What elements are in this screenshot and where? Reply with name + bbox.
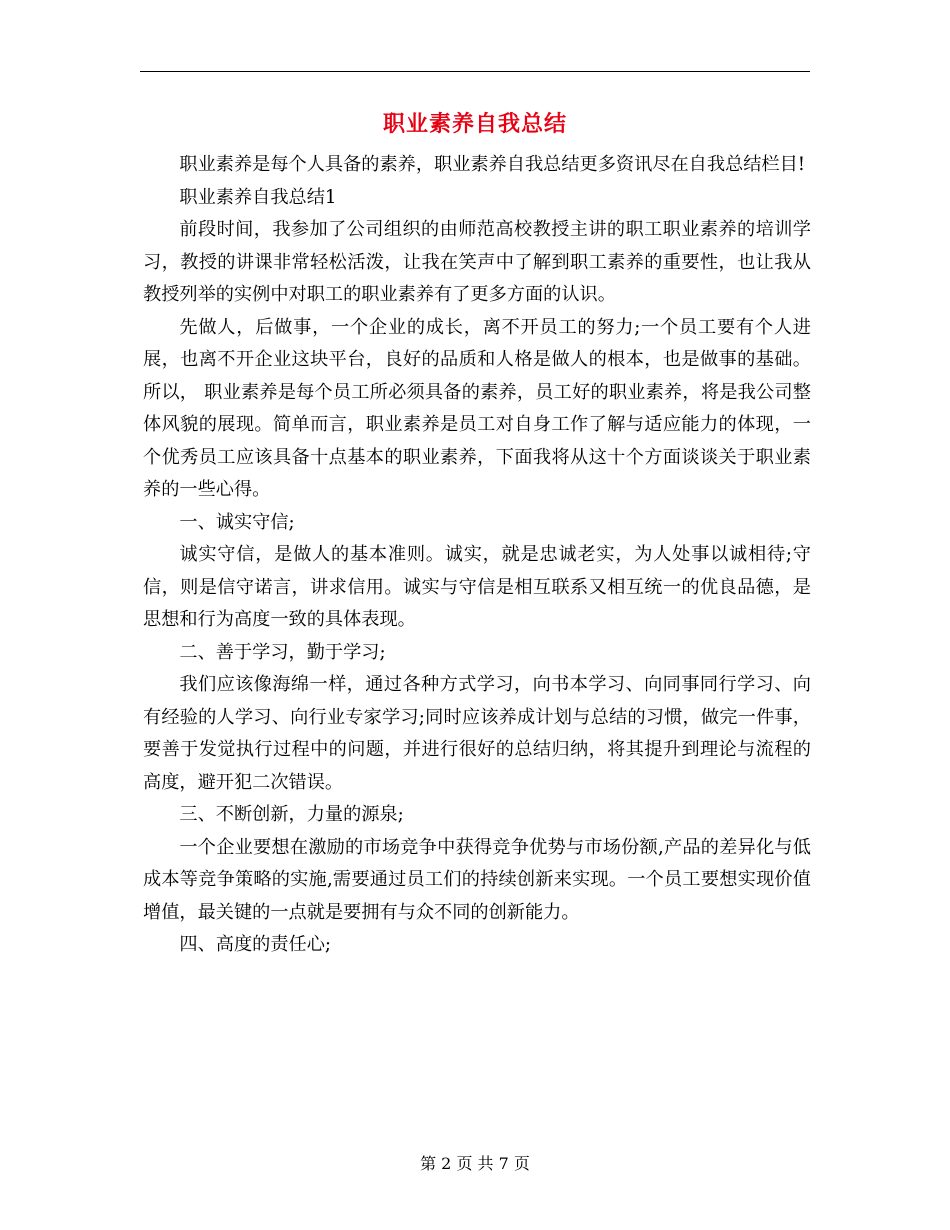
list-heading: 三、不断创新，力量的源泉; bbox=[179, 804, 404, 825]
header-rule bbox=[140, 71, 810, 72]
paragraph: 一个企业要想在激励的市场竞争中获得竞争优势与市场份额,产品的差异化与低成本等竞争策略的实施,需要通过员工们的持续创新来实现。一个员工要想实现价值增值，最关键的一点就是要拥有与众不同的创新能力。 bbox=[143, 836, 811, 923]
list-heading: 四、高度的责任心; bbox=[179, 934, 332, 955]
paragraph-intro: 职业素养是每个人具备的素养，职业素养自我总结更多资讯尽在自我总结栏目! bbox=[179, 154, 806, 175]
paragraph: 我们应该像海绵一样，通过各种方式学习，向书本学习、向同事同行学习、向有经验的人学习、向行业专家学习;同时应该养成计划与总结的习惯，做完一件事，要善于发觉执行过程中的问题，并进行很好的总结归纳，将其提升到理论与流程的高度，避开犯二次错误。 bbox=[143, 674, 811, 793]
paragraph: 先做人，后做事，一个企业的成长，离不开员工的努力;一个员工要有个人进展，也离不开企业这块平台，良好的品质和人格是做人的根本，也是做事的基础。所以， 职业素养是每个员工所必须具备的素养，员工好的职业素养，将是我公司整体风貌的展现。简单而言，职业素养是员工对自身工作了解与适应能力的体现，一个优秀员工应该具备十点基本的职业素养，下面我将从这十个方面谈谈关于职业素养的一些心得。 bbox=[143, 316, 811, 500]
list-heading: 二、善于学习，勤于学习; bbox=[179, 641, 386, 663]
list-heading: 一、诚实守信; bbox=[179, 511, 295, 533]
paragraph: 前段时间，我参加了公司组织的由师范高校教授主讲的职工职业素养的培训学习，教授的讲课非常轻松活泼，让我在笑声中了解到职工素养的重要性，也让我从教授列举的实例中对职工的职业素养有了更多方面的认识。 bbox=[143, 219, 811, 305]
document-title: 职业素养自我总结 bbox=[382, 111, 567, 137]
document-body bbox=[143, 149, 811, 962]
paragraph: 诚实守信，是做人的基本准则。诚实，就是忠诚老实，为人处事以诚相待;守信，则是信守诺言，讲求信用。诚实与守信是相互联系又相互统一的优良品德，是思想和行为高度一致的具体表现。 bbox=[143, 544, 811, 630]
page-number-footer: 第 2 页 共 7 页 bbox=[420, 1154, 530, 1173]
section-heading: 职业素养自我总结1 bbox=[179, 186, 337, 208]
